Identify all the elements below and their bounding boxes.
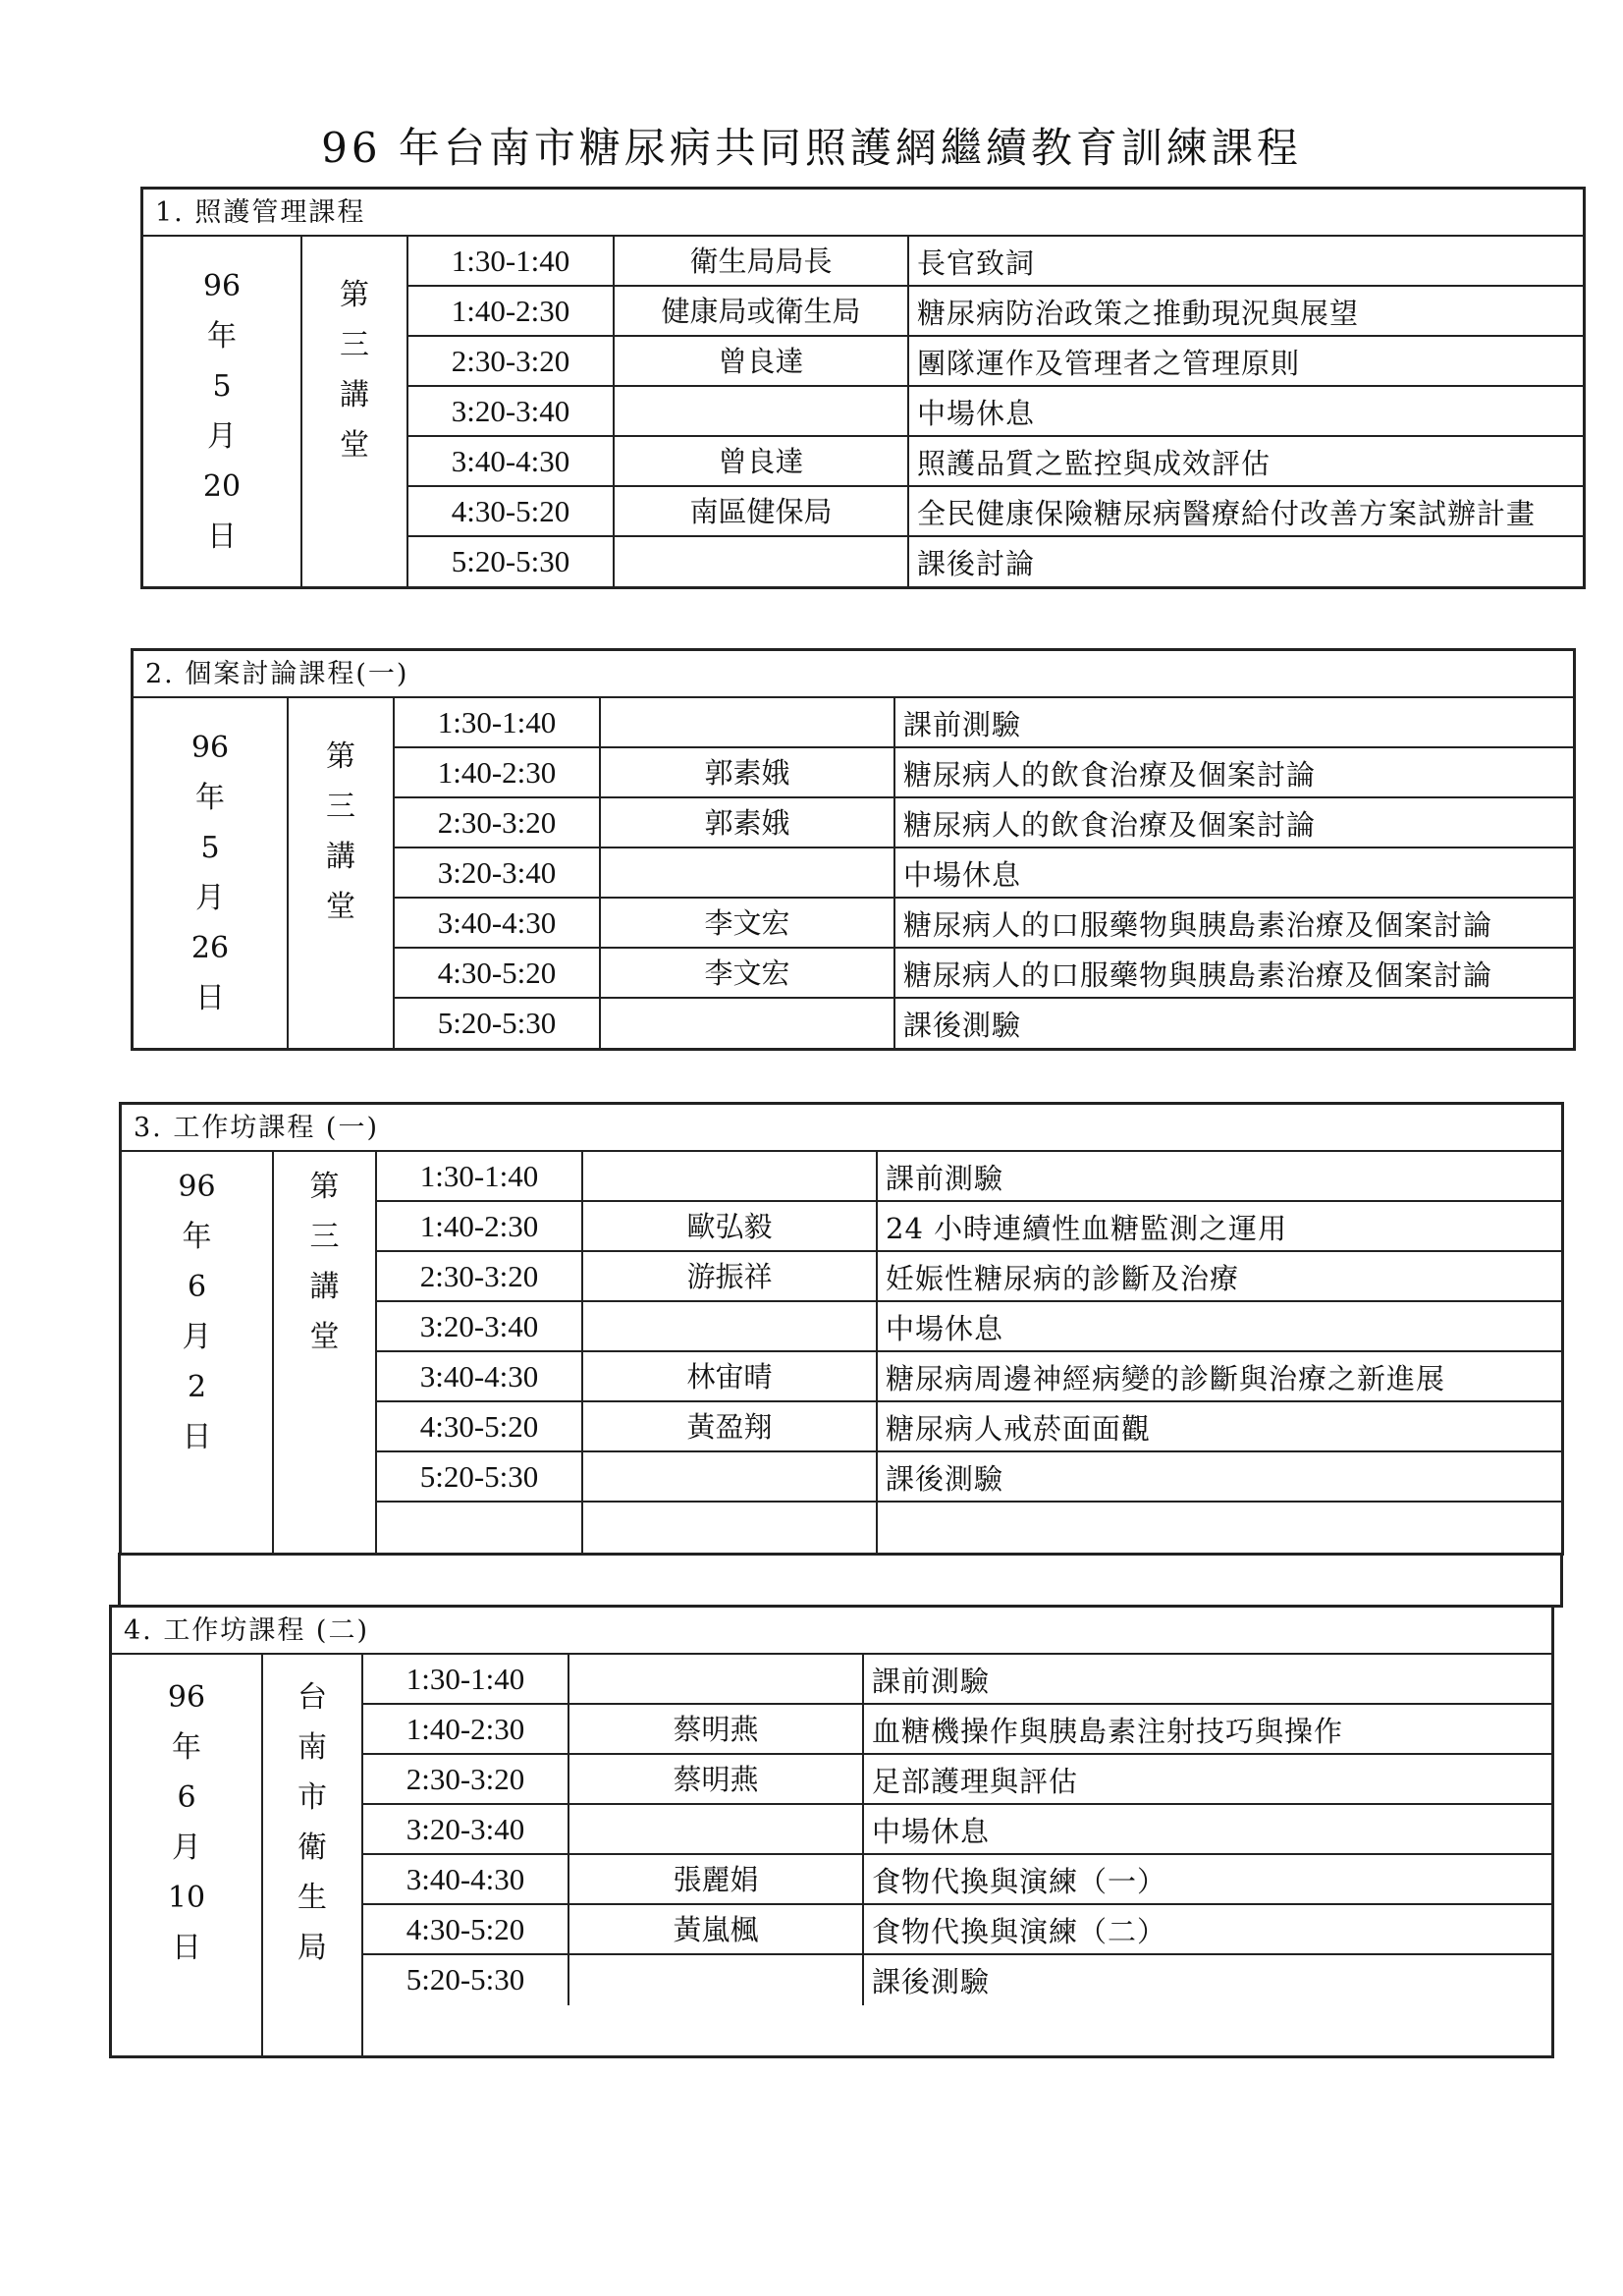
date-vertical: 96 年 5 月 20 日 (202, 269, 242, 554)
speaker-cell: 郭素娥 (601, 748, 895, 796)
table-row (377, 1202, 1561, 1252)
topic-cell: 食物代換與演練（二） (872, 1915, 1167, 1948)
speaker-cell (569, 1955, 864, 2005)
venue-column (289, 698, 395, 1048)
topic-cell: 中場休息 (872, 1815, 991, 1848)
topic-cell: 糖尿病人的飲食治療及個案討論 (903, 758, 1317, 792)
venue-vertical: 第 三 講 堂 (340, 278, 369, 463)
speaker-cell (569, 1655, 864, 1703)
topic-cell: 課前測驗 (903, 708, 1022, 741)
venue-column (274, 1152, 377, 1553)
time-cell: 1:40-2:30 (395, 748, 601, 796)
table-row (377, 1402, 1561, 1452)
speaker-cell (615, 537, 909, 587)
time-cell: 3:20-3:40 (408, 387, 615, 435)
topic-cell: 課後測驗 (872, 1965, 991, 1998)
topic-cell: 長官致詞 (917, 246, 1036, 280)
topic-cell: 24 小時連續性血糖監測之運用 (886, 1212, 1288, 1245)
speaker-cell: 游振祥 (583, 1252, 878, 1300)
date-vertical: 96 年 6 月 2 日 (178, 1170, 216, 1454)
time-cell: 2:30-3:20 (408, 337, 615, 385)
topic-cell (878, 1503, 1561, 1553)
table-row (363, 1855, 1551, 1905)
speaker-cell (601, 848, 895, 897)
topic-cell: 全民健康保險糖尿病醫療給付改善方案試辦計畫 (917, 497, 1537, 530)
table-row (363, 1955, 1551, 2005)
topic-cell: 糖尿病人的口服藥物與胰島素治療及個案討論 (903, 958, 1493, 992)
date-column (143, 237, 302, 586)
topic-cell: 課前測驗 (872, 1665, 991, 1698)
time-cell: 5:20-5:30 (377, 1452, 583, 1501)
date-column (134, 698, 289, 1048)
table-row (395, 899, 1573, 949)
speaker-cell: 歐弘毅 (583, 1202, 878, 1250)
time-cell: 5:20-5:30 (395, 999, 601, 1049)
table-row (363, 1905, 1551, 1955)
table-row (377, 1452, 1561, 1503)
table-row (363, 1655, 1551, 1705)
speaker-cell: 黃嵐楓 (569, 1905, 864, 1953)
time-cell: 4:30-5:20 (377, 1402, 583, 1450)
time-cell: 2:30-3:20 (363, 1755, 569, 1803)
topic-cell: 食物代換與演練（一） (872, 1865, 1167, 1898)
topic-cell: 中場休息 (903, 858, 1022, 892)
topic-cell: 課後討論 (917, 547, 1036, 580)
speaker-cell (583, 1503, 878, 1553)
table-row (377, 1302, 1561, 1352)
speaker-cell: 南區健保局 (615, 487, 909, 535)
section-heading: 2. 個案討論課程(一) (134, 651, 1573, 698)
speaker-cell: 曾良達 (615, 437, 909, 485)
speaker-cell (583, 1152, 878, 1200)
date-vertical: 96 年 6 月 10 日 (167, 1680, 206, 1965)
table-row (408, 287, 1583, 337)
topic-cell: 課後測驗 (886, 1462, 1004, 1496)
section-heading: 1. 照護管理課程 (143, 190, 1583, 237)
speaker-cell (601, 698, 895, 746)
table-row (363, 1805, 1551, 1855)
topic-cell: 照護品質之監控與成效評估 (917, 447, 1271, 480)
date-column (112, 1655, 263, 2055)
time-cell: 1:40-2:30 (377, 1202, 583, 1250)
speaker-cell: 衛生局局長 (615, 237, 909, 285)
speaker-cell: 健康局或衛生局 (615, 287, 909, 335)
table-row (408, 487, 1583, 537)
venue-vertical: 第 三 講 堂 (326, 739, 355, 924)
time-cell: 1:30-1:40 (408, 237, 615, 285)
speaker-cell: 李文宏 (601, 899, 895, 947)
venue-column (302, 237, 408, 586)
topic-cell: 糖尿病人的飲食治療及個案討論 (903, 808, 1317, 842)
speaker-cell: 蔡明燕 (569, 1705, 864, 1753)
table-row (377, 1352, 1561, 1402)
topic-cell: 糖尿病人戒菸面面觀 (886, 1412, 1152, 1446)
table-row (377, 1152, 1561, 1202)
speaker-cell (601, 999, 895, 1049)
time-cell: 3:40-4:30 (363, 1855, 569, 1903)
time-cell: 3:40-4:30 (408, 437, 615, 485)
speaker-cell: 蔡明燕 (569, 1755, 864, 1803)
table-row (408, 537, 1583, 587)
time-cell: 5:20-5:30 (363, 1955, 569, 2005)
section-workshop-2 (109, 1605, 1554, 2058)
speaker-cell (615, 387, 909, 435)
time-cell (377, 1503, 583, 1553)
document-title: 96 年台南市糖尿病共同照護網繼續教育訓練課程 (321, 124, 1302, 172)
speaker-cell (583, 1302, 878, 1350)
topic-cell: 妊娠性糖尿病的診斷及治療 (886, 1262, 1240, 1295)
table-row (377, 1252, 1561, 1302)
topic-cell: 課前測驗 (886, 1162, 1004, 1195)
venue-vertical: 台 南 市 衛 生 局 (298, 1680, 327, 1965)
time-cell: 3:20-3:40 (395, 848, 601, 897)
time-cell: 2:30-3:20 (377, 1252, 583, 1300)
time-cell: 1:40-2:30 (408, 287, 615, 335)
speaker-cell (569, 1805, 864, 1853)
date-vertical: 96 年 5 月 26 日 (190, 731, 230, 1015)
topic-cell: 糖尿病防治政策之推動現況與展望 (917, 297, 1360, 330)
topic-cell: 糖尿病周邊神經病變的診斷與治療之新進展 (886, 1362, 1446, 1395)
topic-cell: 糖尿病人的口服藥物與胰島素治療及個案討論 (903, 908, 1493, 942)
speaker-cell: 曾良達 (615, 337, 909, 385)
venue-column (263, 1655, 363, 2055)
table-row (408, 387, 1583, 437)
time-cell: 3:20-3:40 (377, 1302, 583, 1350)
topic-cell: 中場休息 (917, 397, 1036, 430)
section-heading: 4. 工作坊課程 (二) (112, 1608, 1551, 1655)
time-cell: 3:40-4:30 (395, 899, 601, 947)
time-cell: 1:30-1:40 (363, 1655, 569, 1703)
table-row (395, 698, 1573, 748)
speaker-cell: 張麗娟 (569, 1855, 864, 1903)
time-cell: 4:30-5:20 (408, 487, 615, 535)
table-row-empty (377, 1503, 1561, 1553)
venue-vertical: 第 三 講 堂 (309, 1170, 340, 1354)
topic-cell: 血糖機操作與胰島素注射技巧與操作 (872, 1715, 1344, 1748)
time-cell: 3:20-3:40 (363, 1805, 569, 1853)
date-column (122, 1152, 274, 1553)
time-cell: 2:30-3:20 (395, 798, 601, 847)
blank-row-band (118, 1553, 1563, 1608)
table-row (395, 848, 1573, 899)
table-row (395, 798, 1573, 848)
topic-cell: 課後測驗 (903, 1009, 1022, 1042)
time-cell: 4:30-5:20 (363, 1905, 569, 1953)
section-workshop-1 (119, 1102, 1564, 1556)
time-cell: 3:40-4:30 (377, 1352, 583, 1400)
section-care-management (140, 187, 1586, 589)
speaker-cell: 李文宏 (601, 949, 895, 997)
section-heading: 3. 工作坊課程 (一) (122, 1105, 1561, 1152)
table-row (408, 437, 1583, 487)
time-cell: 1:40-2:30 (363, 1705, 569, 1753)
table-row (395, 999, 1573, 1049)
time-cell: 1:30-1:40 (395, 698, 601, 746)
time-cell: 4:30-5:20 (395, 949, 601, 997)
table-row (408, 237, 1583, 287)
table-row (395, 748, 1573, 798)
topic-cell: 團隊運作及管理者之管理原則 (917, 347, 1301, 380)
topic-cell: 中場休息 (886, 1312, 1004, 1345)
table-row (363, 1705, 1551, 1755)
time-cell: 5:20-5:30 (408, 537, 615, 587)
speaker-cell: 林宙晴 (583, 1352, 878, 1400)
table-row (395, 949, 1573, 999)
speaker-cell: 郭素娥 (601, 798, 895, 847)
table-row (363, 1755, 1551, 1805)
time-cell: 1:30-1:40 (377, 1152, 583, 1200)
section-case-discussion (131, 648, 1576, 1051)
topic-cell: 足部護理與評估 (872, 1765, 1079, 1798)
table-row (408, 337, 1583, 387)
speaker-cell: 黃盈翔 (583, 1402, 878, 1450)
speaker-cell (583, 1452, 878, 1501)
